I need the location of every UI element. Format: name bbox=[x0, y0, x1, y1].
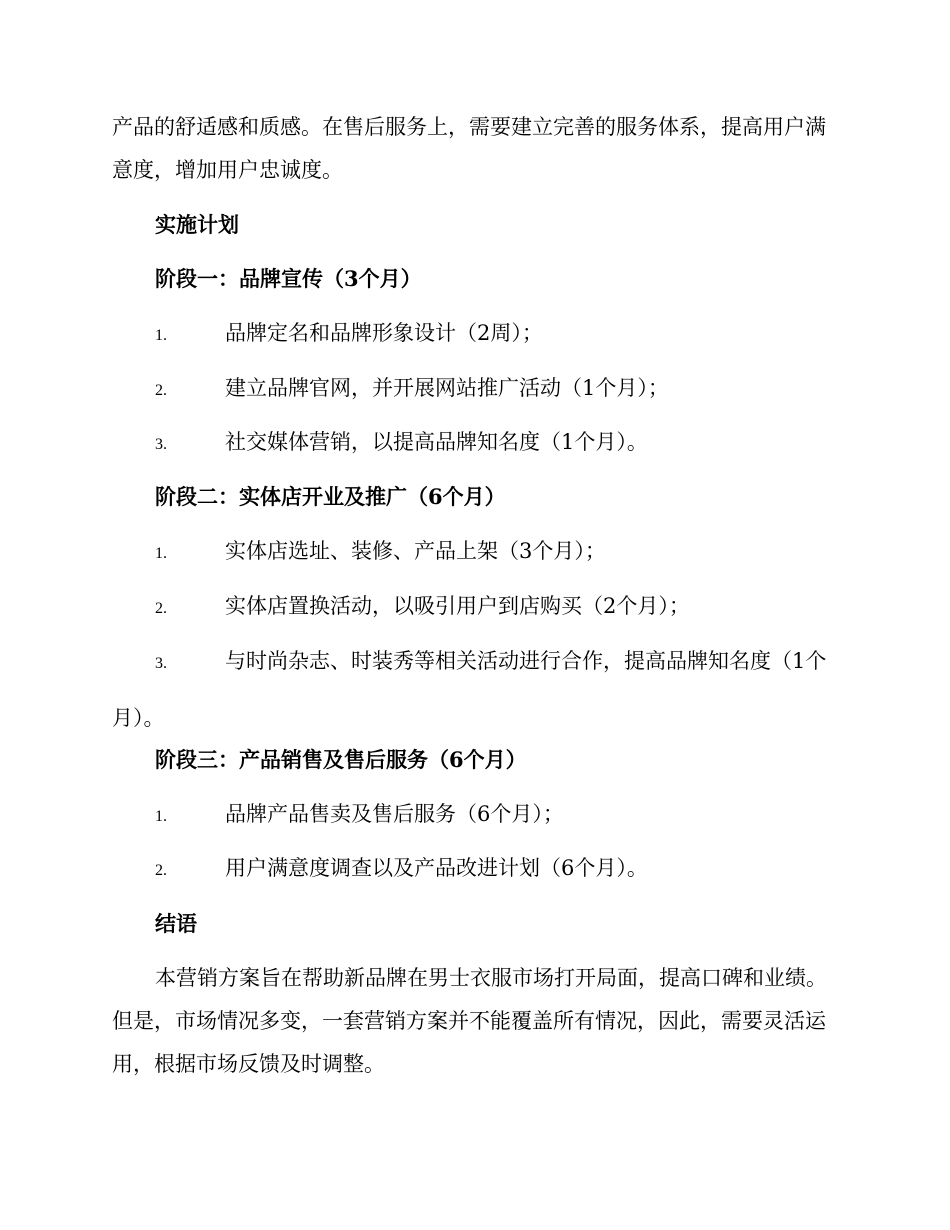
list-text: 建立品牌官网，并开展网站推广活动（1个月）； bbox=[225, 376, 669, 400]
list-text: 实体店置换活动，以吸引用户到店购买（2个月）； bbox=[225, 594, 690, 618]
list-text: 用户满意度调查以及产品改进计划（6个月）。 bbox=[225, 856, 648, 880]
stage-2-title: 阶段二：实体店开业及推广（6个月） bbox=[155, 484, 506, 509]
list-number: 1. bbox=[155, 545, 167, 562]
list-text: 品牌定名和品牌形象设计（2周）； bbox=[225, 321, 543, 345]
stage-2-item-2 bbox=[155, 585, 832, 630]
stage-1-title: 阶段一：品牌宣传（3个月） bbox=[155, 266, 422, 291]
list-number: 1. bbox=[155, 327, 167, 344]
list-text: 实体店选址、装修、产品上架（3个月）； bbox=[225, 539, 606, 563]
list-number: 2. bbox=[155, 600, 167, 617]
stage-3-item-1 bbox=[155, 793, 832, 838]
list-number: 2. bbox=[155, 862, 167, 879]
list-text: 与时尚杂志、时装秀等相关活动进行合作，提高品牌知名度（1个月）。 bbox=[112, 649, 827, 730]
stage-3-title: 阶段三：产品销售及售后服务（6个月） bbox=[155, 747, 527, 772]
stage-2-item-1 bbox=[155, 530, 832, 575]
intro-paragraph: 产品的舒适感和质感。在售后服务上，需要建立完善的服务体系，提高用户满意度，增加用户忠诚度。 bbox=[112, 115, 826, 182]
stage-3-item-2 bbox=[155, 847, 832, 892]
list-text: 社交媒体营销，以提高品牌知名度（1个月）。 bbox=[225, 430, 648, 454]
conclusion-paragraph: 本营销方案旨在帮助新品牌在男士衣服市场打开局面，提高口碑和业绩。但是，市场情况多变，一套营销方案并不能覆盖所有情况，因此，需要灵活运用，根据市场反馈及时调整。 bbox=[112, 966, 827, 1076]
list-number: 1. bbox=[155, 808, 167, 825]
stage-2-item-3 bbox=[112, 634, 832, 745]
stage-1-item-1 bbox=[155, 312, 832, 357]
conclusion-heading: 结语 bbox=[155, 911, 197, 936]
list-number: 2. bbox=[155, 382, 167, 399]
stage-1-item-2 bbox=[155, 367, 832, 412]
stage-1-item-3 bbox=[155, 421, 832, 466]
list-number: 3. bbox=[155, 655, 167, 672]
list-text: 品牌产品售卖及售后服务（6个月）； bbox=[225, 802, 564, 826]
plan-heading: 实施计划 bbox=[155, 212, 239, 237]
list-number: 3. bbox=[155, 436, 167, 453]
